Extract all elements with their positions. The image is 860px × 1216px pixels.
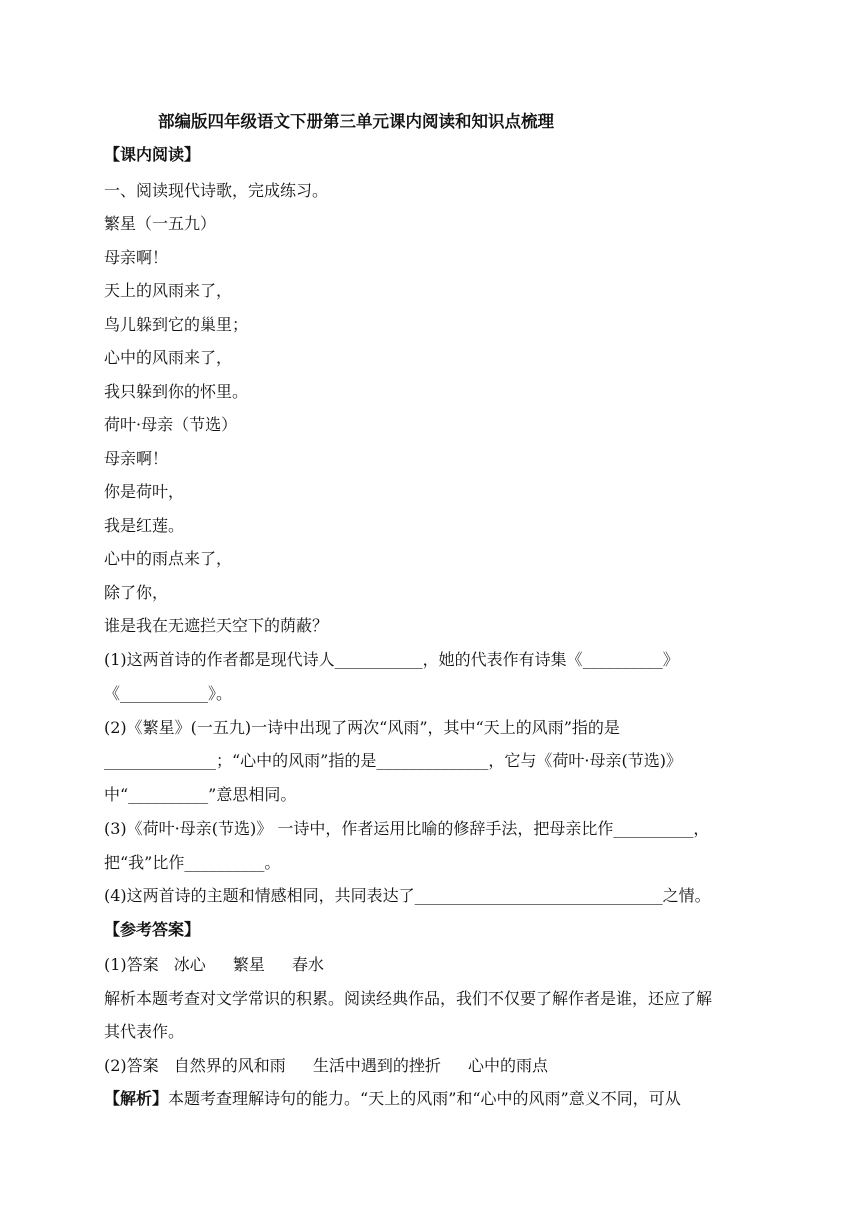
answer-item: 冰心 bbox=[173, 955, 206, 974]
answer-blank[interactable]: __________ bbox=[582, 650, 663, 669]
answer-1-analysis: 解析本题考查对文学常识的积累。阅读经典作品，我们不仅要了解作者是谁，还应了解 bbox=[104, 989, 713, 1008]
question-2-line1: (2)《繁星》(一五九)一诗中出现了两次“风雨”，其中“天上的风雨”指的是 bbox=[104, 718, 620, 737]
task-instruction: 一、阅读现代诗歌，完成练习。 bbox=[104, 181, 329, 200]
answer-label: (1)答案 bbox=[104, 955, 159, 974]
answer-item: 心中的雨点 bbox=[467, 1056, 548, 1075]
answer-item: 春水 bbox=[291, 955, 324, 974]
answer-2 bbox=[104, 1056, 548, 1076]
question-3-line2: 把“我”比作__________。 bbox=[104, 853, 281, 872]
question-3-line1: (3)《荷叶·母亲(节选)》 一诗中，作者运用比喻的修辞手法，把母亲比作__________， bbox=[104, 819, 710, 838]
answer-item: 自然界的风和雨 bbox=[173, 1056, 286, 1075]
question-1-text: 》 bbox=[662, 650, 679, 669]
question-2-line3: 中“__________”意思相同。 bbox=[104, 785, 297, 804]
question-1-line2: 《___________》。 bbox=[104, 684, 233, 703]
section-heading-answers: 【参考答案】 bbox=[104, 920, 201, 939]
poem2-line: 心中的雨点来了， bbox=[104, 549, 233, 568]
document-title: 部编版四年级语文下册第三单元课内阅读和知识点梳理 bbox=[158, 112, 554, 131]
analysis-tag: 【解析】 bbox=[104, 1089, 169, 1108]
answer-blank[interactable]: ___________ bbox=[334, 650, 423, 669]
poem1-line: 天上的风雨来了， bbox=[104, 281, 233, 300]
poem2-line: 我是红莲。 bbox=[104, 516, 185, 535]
poem1-line: 心中的风雨来了， bbox=[104, 348, 233, 367]
poem2-line: 除了你， bbox=[104, 583, 169, 602]
poem1-line: 母亲啊！ bbox=[104, 248, 169, 267]
answer-1-analysis: 其代表作。 bbox=[104, 1022, 185, 1041]
answer-1 bbox=[104, 955, 324, 975]
section-heading-reading: 【课内阅读】 bbox=[104, 145, 201, 164]
question-1 bbox=[104, 650, 679, 670]
question-1-text: ，她的代表作有诗集《 bbox=[422, 650, 583, 669]
poem2-line: 谁是我在无遮拦天空下的荫蔽？ bbox=[104, 616, 329, 635]
poem1-title: 繁星（一五九） bbox=[104, 214, 217, 233]
poem2-line: 你是荷叶， bbox=[104, 482, 185, 501]
question-2-line2: ______________；“心中的风雨”指的是______________，它与《荷叶·母亲(节选)》 bbox=[104, 751, 682, 770]
answer-item: 繁星 bbox=[232, 955, 265, 974]
question-4: (4)这两首诗的主题和情感相同，共同表达了_______________________________之情。 bbox=[104, 886, 711, 905]
poem2-line: 母亲啊！ bbox=[104, 449, 169, 468]
poem2-title: 荷叶·母亲（节选） bbox=[104, 415, 238, 434]
poem1-line: 我只躲到你的怀里。 bbox=[104, 382, 249, 401]
question-1-text: (1)这两首诗的作者都是现代诗人 bbox=[104, 650, 335, 669]
answer-label: (2)答案 bbox=[104, 1056, 159, 1075]
analysis-text: 本题考查理解诗句的能力。“天上的风雨”和“心中的风雨”意义不同，可从 bbox=[168, 1089, 681, 1108]
answer-item: 生活中遇到的挫折 bbox=[312, 1056, 441, 1075]
answer-2-analysis bbox=[104, 1089, 681, 1109]
poem1-line: 鸟儿躲到它的巢里； bbox=[104, 315, 249, 334]
